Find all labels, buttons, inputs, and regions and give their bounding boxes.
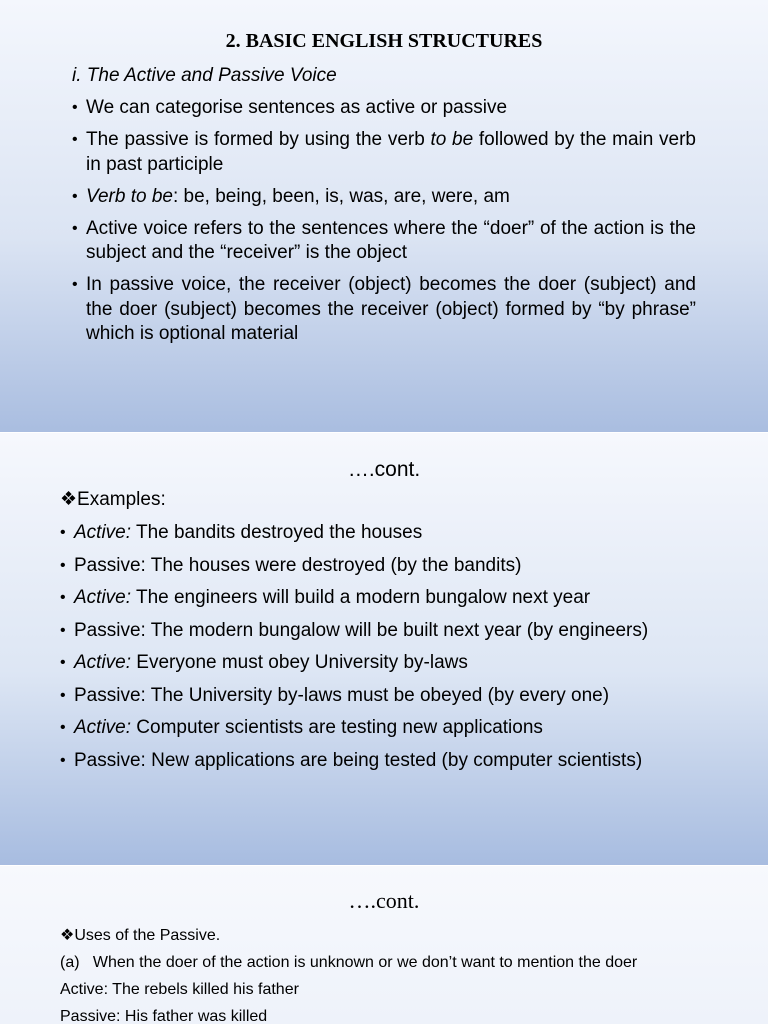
slide-title: 2. BASIC ENGLISH STRUCTURES xyxy=(225,30,543,52)
example-item: • Active: Everyone must obey University by-laws xyxy=(60,651,740,684)
active-example: Active: The rebels killed his father xyxy=(60,981,299,998)
slide-title: ….cont. xyxy=(348,888,420,913)
bullet-item: • We can categorise sentences as active or passive xyxy=(72,96,696,121)
slide-title: ….cont. xyxy=(347,458,421,481)
bullet-item: • Active voice refers to the sentences where the “doer” of the action is the subject and the “receiver” is the object xyxy=(72,217,696,266)
bullet-item: • Verb to be: be, being, been, is, was, are, were, am xyxy=(72,185,696,210)
example-item: • Active: The engineers will build a modern bungalow next year xyxy=(60,586,740,619)
uses-heading: ❖Uses of the Passive. xyxy=(60,927,221,944)
diamond-bullet-icon: ❖ xyxy=(60,927,75,944)
bullet-item: • In passive voice, the receiver (object) becomes the doer (subject) and the doer (subject) becomes the receiver (object) formed by “by phrase” which is optional material xyxy=(72,273,696,347)
slide-1 xyxy=(0,0,768,433)
example-item: • Passive: The houses were destroyed (by the bandits) xyxy=(60,554,740,587)
passive-example: Passive: His father was killed xyxy=(60,1008,268,1024)
slide-3 xyxy=(0,866,768,1024)
examples-heading: ❖Examples: xyxy=(60,489,166,510)
section-subheading: i. The Active and Passive Voice xyxy=(72,65,337,86)
diamond-bullet-icon: ❖ xyxy=(60,489,78,510)
example-item: • Passive: New applications are being tested (by computer scientists) xyxy=(60,749,740,782)
example-item: • Passive: The University by-laws must be obeyed (by every one) xyxy=(60,684,740,717)
point-a: (a) When the doer of the action is unknown or we don’t want to mention the doer xyxy=(60,954,638,971)
example-item: • Active: Computer scientists are testing new applications xyxy=(60,716,740,749)
slide-2 xyxy=(0,433,768,866)
examples-list xyxy=(60,521,740,781)
example-item: • Passive: The modern bungalow will be built next year (by engineers) xyxy=(60,619,740,652)
bullet-list xyxy=(72,96,696,354)
bullet-item: • The passive is formed by using the verb to be followed by the main verb in past participle xyxy=(72,128,696,177)
example-item: • Active: The bandits destroyed the houses xyxy=(60,521,740,554)
